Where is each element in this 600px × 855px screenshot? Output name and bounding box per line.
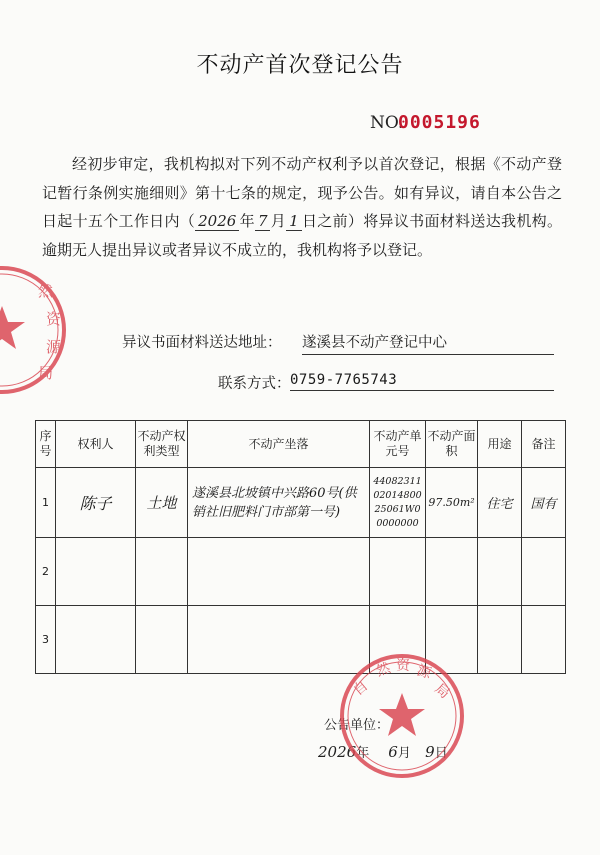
- cell-no: 1: [36, 468, 56, 538]
- deadline-year-unit: 年: [239, 212, 255, 230]
- deadline-day: 1: [286, 212, 302, 231]
- deadline-month-unit: 月: [270, 212, 287, 230]
- cell-note: [522, 538, 566, 606]
- contact-value: 0759-7765743: [290, 372, 554, 391]
- cell-right-type: [136, 538, 188, 606]
- cell-owner: [56, 606, 136, 674]
- star-icon: [0, 306, 25, 349]
- cell-location: 遂溪县北坡镇中兴路60号(供销社旧肥料门市部第一号): [188, 468, 370, 538]
- table-header-row: [36, 421, 566, 468]
- number-label: NO.: [370, 113, 404, 133]
- address-value: 遂溪县不动产登记中心: [302, 331, 554, 355]
- announce-month: 6: [388, 743, 398, 761]
- cell-use: [478, 606, 522, 674]
- notice-body: [42, 150, 562, 264]
- table-row: [36, 606, 566, 674]
- announce-month-unit: 月: [397, 746, 411, 761]
- svg-text:资: 资: [396, 658, 410, 674]
- deadline-year: 2026: [195, 212, 239, 231]
- cell-area: [426, 538, 478, 606]
- address-label: 异议书面材料送达地址：: [122, 335, 282, 351]
- body-part-1: 经初步审定，我机构拟对下列不动产权利予以首次登记，根据《不动产登记暂行条例实施细则》第十七条的规定，现予公告。如有异议，请自本公告之日起十五个工作日内（: [42, 155, 562, 230]
- cell-unit-no: [370, 538, 426, 606]
- star-icon: [379, 693, 425, 736]
- contact-label: 联系方式：: [218, 376, 291, 392]
- svg-text:局: 局: [38, 364, 54, 382]
- table-row: [36, 468, 566, 538]
- deadline-day-unit: 日之前）: [301, 212, 364, 230]
- table-row: [36, 538, 566, 606]
- svg-text:源: 源: [46, 338, 62, 356]
- cell-location: [188, 538, 370, 606]
- cell-note: 国有: [522, 468, 566, 538]
- cell-use: [478, 538, 522, 606]
- header-note: 备注: [522, 421, 566, 468]
- registration-table: [35, 420, 566, 674]
- cell-owner: [56, 538, 136, 606]
- svg-text:资: 资: [46, 310, 62, 328]
- svg-text:然: 然: [374, 660, 393, 680]
- cell-owner: 陈子: [56, 468, 136, 538]
- cell-right-type: [136, 606, 188, 674]
- header-no: 序号: [36, 421, 56, 468]
- cell-right-type: 土地: [136, 468, 188, 538]
- svg-text:自: 自: [350, 677, 372, 700]
- cell-use: 住宅: [478, 468, 522, 538]
- header-unit-no: 不动产单元号: [370, 421, 426, 468]
- announcer-label: 公告单位：: [324, 718, 390, 733]
- cell-no: 3: [36, 606, 56, 674]
- header-owner: 权利人: [56, 421, 136, 468]
- header-right-type: 不动产权利类型: [136, 421, 188, 468]
- document-number: 0005196: [398, 112, 481, 133]
- cell-area: 97.50m²: [426, 468, 478, 538]
- deadline-month: 7: [255, 212, 271, 231]
- cell-no: 2: [36, 538, 56, 606]
- header-area: 不动产面积: [426, 421, 478, 468]
- header-use: 用途: [478, 421, 522, 468]
- svg-text:源: 源: [414, 662, 434, 683]
- cell-unit-no: 440823110201480025061W00000000: [370, 468, 426, 538]
- official-seal-right: [336, 650, 468, 782]
- announce-day-unit: 日: [434, 746, 448, 761]
- document-title: 不动产首次登记公告: [196, 53, 404, 78]
- official-seal-left: [0, 262, 70, 398]
- cell-note: [522, 606, 566, 674]
- announce-year: 2026: [318, 743, 357, 761]
- announce-year-unit: 年: [356, 746, 370, 761]
- announce-day: 9: [425, 743, 435, 761]
- seal-left-char-1: 然: [38, 282, 54, 300]
- body-part-2: 将异议书面材料送达我机构。逾期无人提出异议或者异议不成立的，我机构将予以登记。: [42, 212, 562, 259]
- svg-text:局: 局: [431, 680, 453, 703]
- header-location: 不动产坐落: [188, 421, 370, 468]
